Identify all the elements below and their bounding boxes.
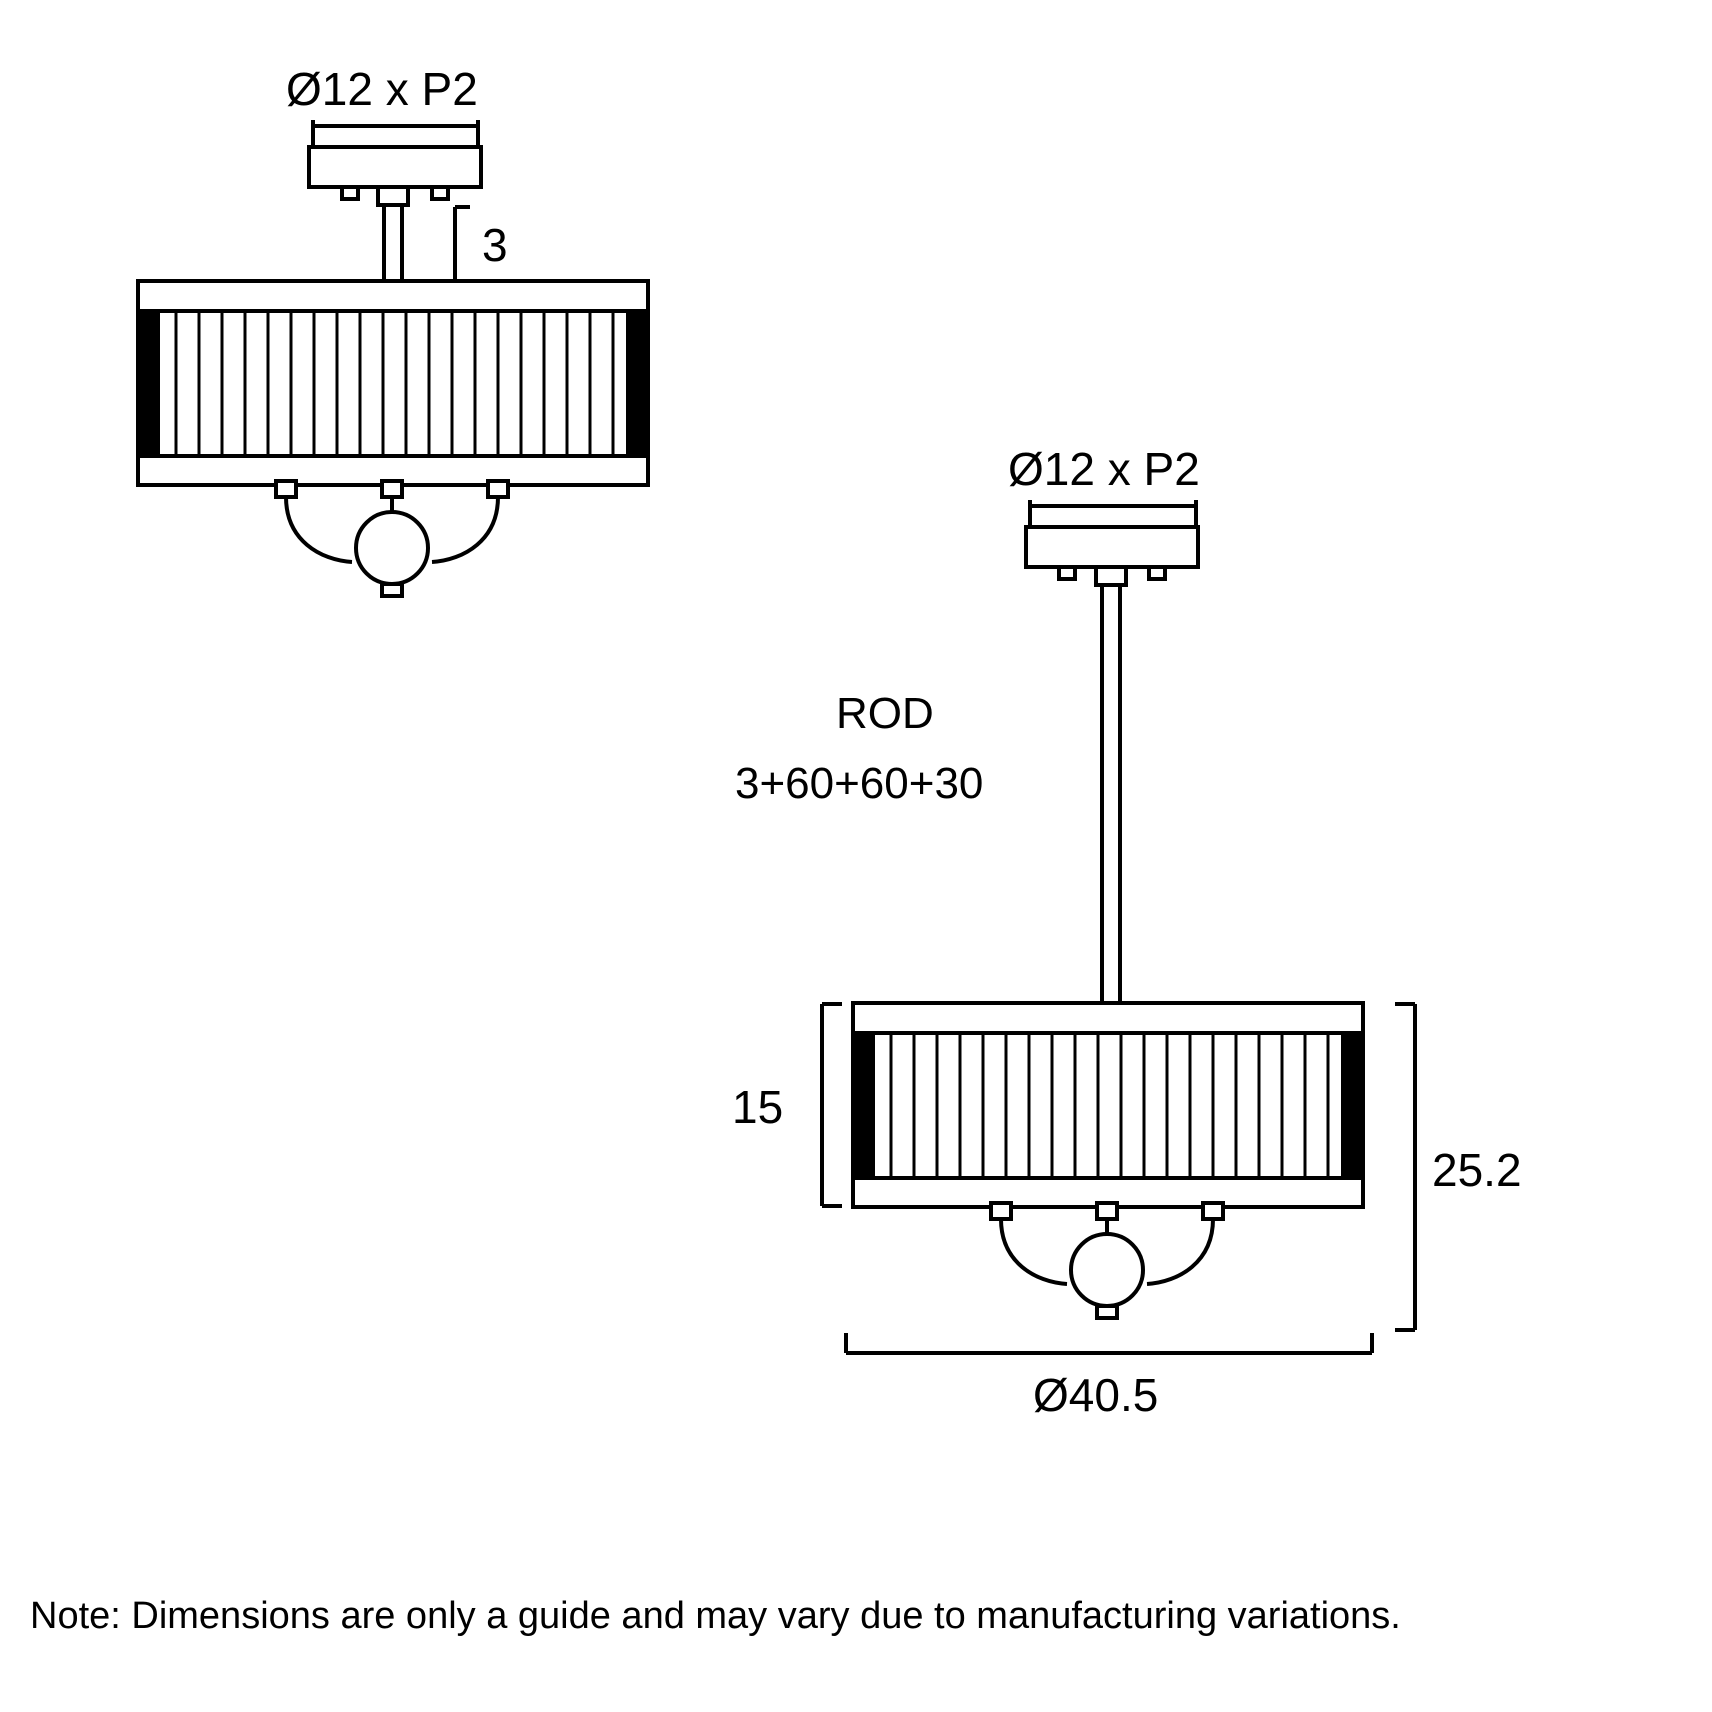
pendant-canopy-dimension-label: Ø12 x P2: [1008, 443, 1200, 495]
shade-height-dimension-label: 15: [732, 1081, 784, 1133]
manufacturing-note: Note: Dimensions are only a guide and may vary due to manufacturing variations.: [30, 1595, 1401, 1637]
flushmount-canopy-dimension-label: Ø12 x P2: [286, 63, 478, 115]
rod-title-label: ROD: [836, 689, 934, 738]
overall-height-dimension-label: 25.2: [1432, 1144, 1522, 1196]
rod-segments-label: 3+60+60+30: [735, 759, 984, 808]
flushmount-drop-dimension-label: 3: [482, 219, 508, 271]
diameter-dimension-label: Ø40.5: [1033, 1369, 1159, 1421]
